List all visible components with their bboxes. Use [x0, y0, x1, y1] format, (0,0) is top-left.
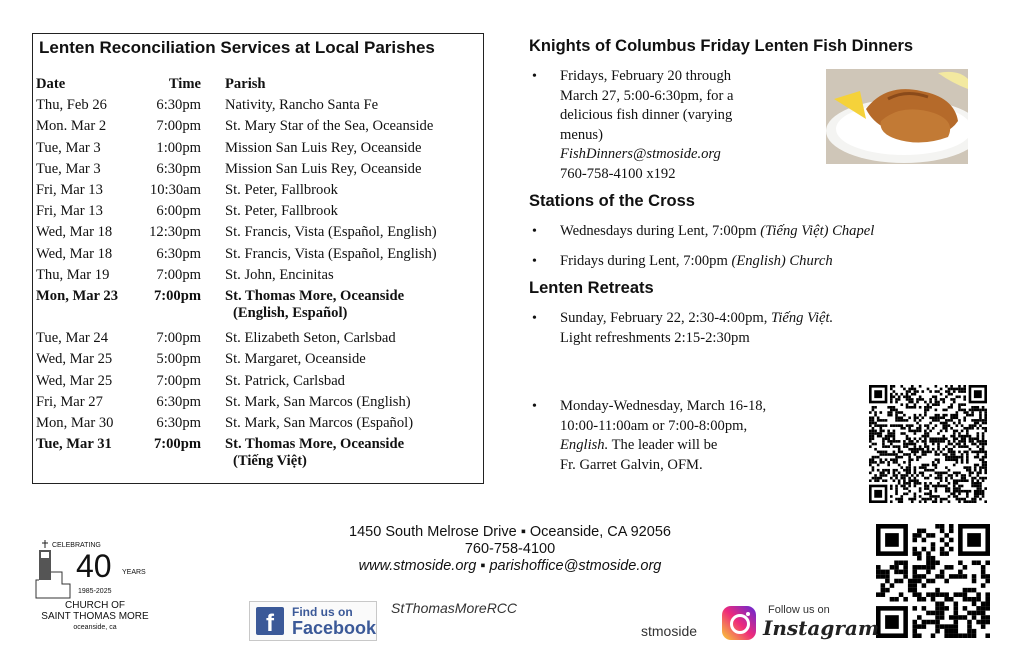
- instagram-follow-text: Follow us on: [768, 604, 830, 616]
- header-parish: Parish: [225, 76, 266, 92]
- parish-phone: 760-758-4100: [464, 541, 556, 557]
- row-parish-name: Mission San Luis Rey, Oceanside: [225, 139, 422, 156]
- row-time: 7:00pm: [153, 436, 201, 453]
- row-date: Tue, Mar 31: [36, 436, 112, 453]
- row-time: 6:30pm: [156, 97, 201, 114]
- services-title: Lenten Reconciliation Services at Local Parishes: [39, 38, 435, 57]
- row-parish: [225, 161, 421, 178]
- parish-qr-code[interactable]: [876, 524, 990, 638]
- row-time: 10:30am: [149, 181, 201, 198]
- row-date: Wed, Mar 18: [36, 245, 113, 262]
- row-parish: [225, 415, 413, 432]
- reconciliation-services-box: [32, 33, 484, 484]
- row-date: Mon, Mar 30: [36, 415, 114, 432]
- retreats-item-2-line3: The leader will be: [608, 437, 718, 453]
- instagram-word[interactable]: Instagram: [763, 616, 879, 640]
- facebook-word: Facebook: [292, 618, 377, 638]
- bullet-icon: •: [532, 311, 537, 326]
- row-parish-name: St. Thomas More, Oceanside: [225, 287, 405, 304]
- bullet-icon: •: [532, 69, 537, 84]
- fish-line-4: menus): [560, 126, 603, 143]
- logo-city: oceanside, ca: [73, 624, 117, 631]
- logo-number: 40: [76, 548, 112, 584]
- row-parish-name: St. Francis, Vista (Español, English): [225, 224, 437, 241]
- row-time: 7:00pm: [156, 330, 201, 347]
- row-date: Wed, Mar 18: [36, 224, 113, 241]
- row-parish: [225, 373, 345, 390]
- row-time: 5:00pm: [156, 351, 201, 368]
- stations-item-2-text: Fridays during Lent, 7:00pm: [560, 253, 732, 269]
- row-parish-name: St. Elizabeth Seton, Carlsbad: [225, 330, 396, 347]
- row-time: 7:00pm: [156, 266, 201, 283]
- row-parish: [225, 267, 334, 284]
- row-time: 6:30pm: [156, 245, 201, 262]
- row-parish: [225, 140, 421, 157]
- instagram-handle[interactable]: stmoside: [641, 623, 698, 639]
- row-date: Fri, Mar 13: [36, 181, 103, 198]
- row-parish-name: St. Margaret, Oceanside: [225, 351, 366, 368]
- row-time: 6:00pm: [156, 203, 201, 220]
- retreats-item-2-line1: Monday-Wednesday, March 16-18,: [560, 398, 767, 414]
- header-date: Date: [36, 76, 66, 92]
- retreats-item-2-italic: English.: [560, 437, 609, 453]
- instagram-icon[interactable]: [722, 606, 756, 640]
- row-parish-languages: (Tiếng Việt): [233, 453, 307, 470]
- row-date: Fri, Mar 13: [36, 203, 103, 220]
- row-parish-name: Mission San Luis Rey, Oceanside: [225, 160, 422, 177]
- stations-item-1-text: Wednesdays during Lent, 7:00pm: [560, 223, 761, 239]
- row-parish: [225, 288, 404, 322]
- row-date: Fri, Mar 27: [36, 393, 103, 410]
- bullet-icon: •: [532, 224, 537, 239]
- row-time: 6:30pm: [156, 160, 201, 177]
- row-date: Wed, Mar 25: [36, 351, 113, 368]
- row-time: 6:30pm: [156, 393, 201, 410]
- facebook-icon: f: [256, 607, 284, 635]
- fish-line-3: delicious fish dinner (varying: [560, 107, 733, 123]
- row-parish-languages: (English, Español): [233, 304, 348, 321]
- stations-item-2-italic: (English) Church: [731, 253, 833, 269]
- row-parish-name: St. John, Encinitas: [225, 266, 334, 283]
- row-parish-name: St. Mark, San Marcos (Español): [225, 415, 414, 432]
- fish-line-2: March 27, 5:00-6:30pm, for a: [560, 87, 734, 104]
- fish-dinners-heading: Knights of Columbus Friday Lenten Fish Dinners: [529, 37, 914, 55]
- church-40-years-logo: [32, 538, 162, 638]
- retreats-item-2-line4: Fr. Garret Galvin, OFM.: [560, 456, 703, 473]
- facebook-handle[interactable]: StThomasMoreRCC: [391, 600, 518, 616]
- retreats-item-2-line2: 10:00-11:00am or 7:00-8:00pm,: [560, 417, 748, 434]
- row-parish: [225, 436, 404, 470]
- row-date: Wed, Mar 25: [36, 372, 113, 389]
- row-parish-name: St. Peter, Fallbrook: [225, 181, 338, 198]
- facebook-button[interactable]: [249, 601, 377, 641]
- parish-web-email[interactable]: www.stmoside.org ▪ parishoffice@stmoside.org: [358, 558, 662, 574]
- row-parish-name: St. Peter, Fallbrook: [225, 203, 338, 220]
- row-parish: [225, 182, 338, 199]
- row-parish-name: St. Thomas More, Oceanside: [225, 436, 405, 453]
- row-parish: [225, 351, 366, 368]
- row-date: Tue, Mar 3: [36, 139, 101, 156]
- stations-heading: Stations of the Cross: [529, 192, 695, 210]
- row-parish-name: St. Francis, Vista (Español, English): [225, 245, 437, 262]
- row-time: 7:00pm: [153, 287, 201, 304]
- logo-years: YEARS: [122, 569, 146, 576]
- row-time: 12:30pm: [149, 224, 201, 241]
- row-time: 7:00pm: [156, 372, 201, 389]
- fish-line-1: Fridays, February 20 through: [560, 68, 732, 84]
- row-parish: [225, 224, 437, 241]
- parish-address: 1450 South Melrose Drive ▪ Oceanside, CA 92056: [349, 524, 671, 540]
- row-parish-name: St. Mary Star of the Sea, Oceanside: [225, 118, 434, 135]
- row-parish-name: St. Patrick, Carlsbad: [225, 372, 345, 389]
- row-parish: [225, 246, 437, 263]
- stations-item-1-italic: (Tiếng Việt) Chapel: [760, 223, 875, 239]
- row-parish: [225, 203, 338, 220]
- logo-celebrating: CELEBRATING: [52, 542, 101, 549]
- fish-dinner-photo: [826, 69, 968, 164]
- retreat-qr-code[interactable]: [869, 385, 987, 503]
- row-time: 6:30pm: [156, 415, 201, 432]
- row-date: Mon. Mar 2: [36, 118, 107, 135]
- row-parish-name: Nativity, Rancho Santa Fe: [225, 97, 379, 114]
- logo-range: 1985-2025: [78, 588, 112, 595]
- retreats-heading: Lenten Retreats: [529, 279, 654, 297]
- retreats-item-1-italic: Tiếng Việt.: [771, 310, 834, 326]
- row-parish-name: St. Mark, San Marcos (English): [225, 393, 411, 410]
- row-date: Tue, Mar 24: [36, 330, 109, 347]
- fish-phone: 760-758-4100 x192: [560, 165, 676, 182]
- row-date: Tue, Mar 3: [36, 160, 101, 177]
- row-parish: [225, 330, 396, 347]
- bullet-icon: •: [532, 254, 537, 269]
- fish-email-link[interactable]: FishDinners@stmoside.org: [560, 146, 721, 162]
- row-time: 7:00pm: [156, 118, 201, 135]
- row-date: Thu, Feb 26: [36, 97, 107, 114]
- retreats-item-1-line2: Light refreshments 2:15-2:30pm: [560, 329, 750, 346]
- retreats-item-1-text: Sunday, February 22, 2:30-4:00pm,: [560, 310, 772, 326]
- row-parish: [225, 118, 433, 135]
- parish-contact: [300, 524, 720, 575]
- row-date: Thu, Mar 19: [36, 266, 110, 283]
- logo-church-line-2: SAINT THOMAS MORE: [41, 611, 149, 622]
- row-date: Mon, Mar 23: [36, 287, 119, 304]
- facebook-find-text: Find us on: [292, 605, 353, 619]
- row-parish: [225, 394, 411, 411]
- header-time: Time: [168, 76, 201, 92]
- logo-church-line-1: CHURCH OF: [65, 600, 125, 611]
- row-parish: [225, 97, 378, 114]
- row-time: 1:00pm: [156, 139, 201, 156]
- bullet-icon: •: [532, 399, 537, 414]
